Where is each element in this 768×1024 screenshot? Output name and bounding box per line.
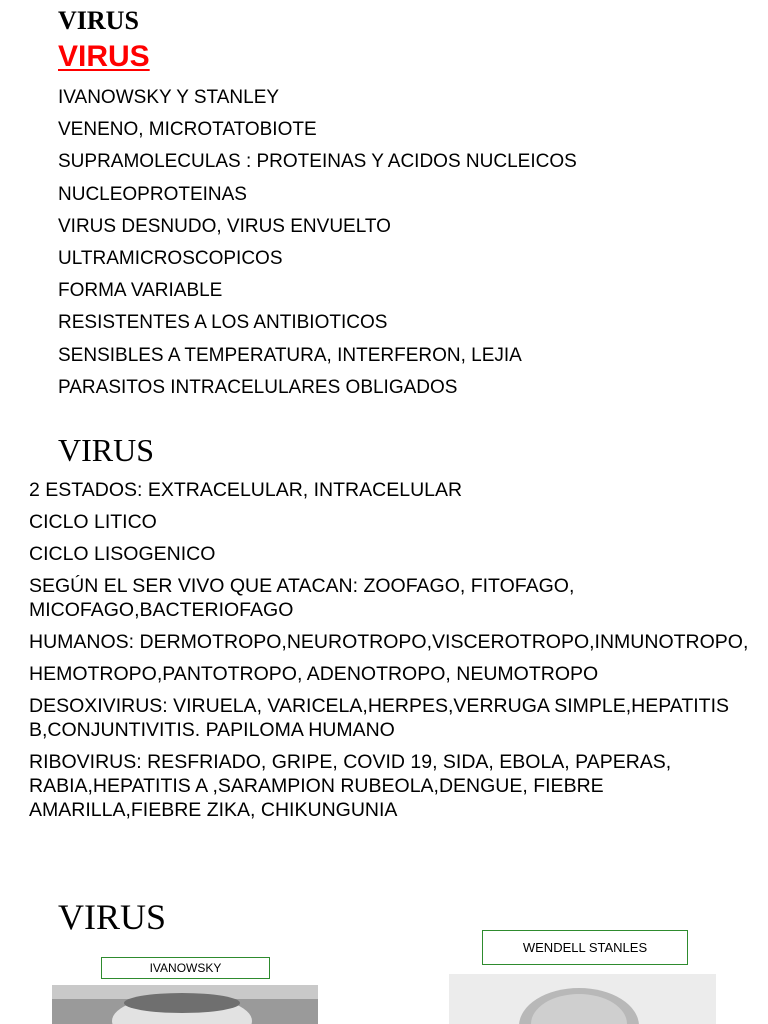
stanley-label: WENDELL STANLES — [482, 930, 688, 965]
list-item: CICLO LITICO — [29, 511, 157, 533]
list-item: VIRUS DESNUDO, VIRUS ENVUELTO — [58, 215, 391, 237]
ivanowsky-label: IVANOWSKY — [101, 957, 270, 979]
list-item: 2 ESTADOS: EXTRACELULAR, INTRACELULAR — [29, 479, 463, 501]
slide1-title: VIRUS — [58, 6, 139, 35]
list-item: FORMA VARIABLE — [58, 280, 223, 302]
slide2-list — [29, 478, 759, 830]
list-item: PARASITOS INTRACELULARES OBLIGADOS — [58, 376, 458, 398]
list-item: CICLO LISOGENICO — [29, 543, 216, 565]
list-item: VENENO, MICROTATOBIOTE — [58, 119, 317, 141]
list-item: DESOXIVIRUS: VIRUELA, VARICELA,HERPES,VERRUGA SIMPLE,HEPATITIS B,CONJUNTIVITIS. PAPILOMA HUMANO — [29, 695, 730, 741]
slide1-list — [58, 84, 758, 406]
list-item: IVANOWSKY Y STANLEY — [58, 87, 280, 108]
list-item: RESISTENTES A LOS ANTIBIOTICOS — [58, 312, 388, 334]
slide3-title: VIRUS — [58, 897, 167, 937]
list-item: RIBOVIRUS: RESFRIADO, GRIPE, COVID 19, SIDA, EBOLA, PAPERAS, RABIA,HEPATITIS A ,SARAMPION RUBEOLA,DENGUE, FIEBRE AMARILLA,FIEBRE ZIKA, CHIKUNGUNIA — [29, 751, 672, 821]
list-item: SUPRAMOLECULAS : PROTEINAS Y ACIDOS NUCLEICOS — [58, 151, 577, 173]
list-item: ULTRAMICROSCOPICOS — [58, 247, 283, 269]
list-item: SEGÚN EL SER VIVO QUE ATACAN: ZOOFAGO, FITOFAGO, MICOFAGO,BACTERIOFAGO — [29, 575, 575, 621]
list-item: NUCLEOPROTEINAS — [58, 183, 247, 205]
slide1-heading: VIRUS — [58, 40, 150, 73]
list-item: SENSIBLES A TEMPERATURA, INTERFERON, LEJIA — [58, 344, 522, 366]
stanley-photo — [449, 974, 716, 1024]
list-item: HUMANOS: DERMOTROPO,NEUROTROPO,VISCEROTROPO,INMUNOTROPO, — [29, 631, 749, 653]
list-item: HEMOTROPO,PANTOTROPO, ADENOTROPO, NEUMOTROPO — [29, 663, 599, 685]
slide2-title: VIRUS — [58, 432, 155, 468]
ivanowsky-photo — [52, 985, 318, 1024]
